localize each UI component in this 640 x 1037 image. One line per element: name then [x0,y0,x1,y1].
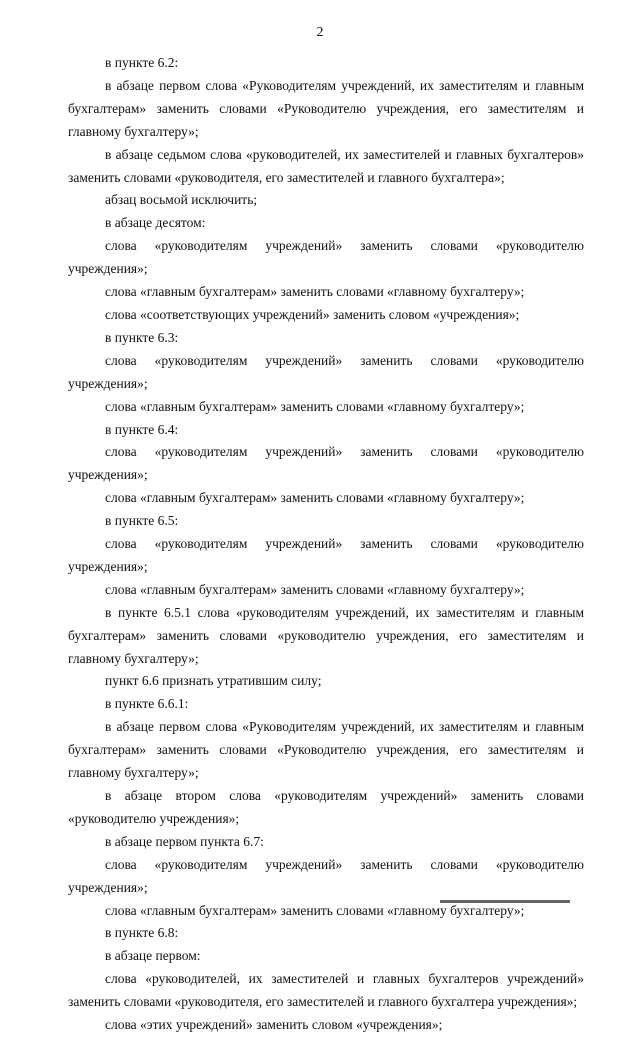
paragraph: в абзаце втором слова «руководителям учреждений» заменить словами «руководителю учреждения»; [68,788,584,826]
paragraph: абзац восьмой исключить; [105,192,258,208]
paragraph: в пункте 6.3: [105,329,179,345]
paragraph: слова «руководителям учреждений» заменить словами «руководителю учреждения»; [68,352,584,391]
paragraph: в абзаце первом пункта 6.7: [105,833,264,849]
paragraph: слова «главным бухгалтерам» заменить словами «главному бухгалтеру»; [105,902,525,918]
paragraph: в пункте 6.4: [105,421,179,437]
paragraph: в пункте 6.8: [105,925,179,941]
page-number: 2 [316,25,324,40]
paragraph: в пункте 6.5.1 слова «руководителям учреждений, их заместителям и главным бухгалтерам» заменить словами «руководителю учреждения, его заместителям и главному бухгалтеру»; [68,604,584,666]
scan-mark [440,900,570,903]
paragraph: слова «главным бухгалтерам» заменить словами «главному бухгалтеру»; [105,490,525,506]
paragraph: в пункте 6.2: [105,55,179,70]
paragraph: слова «главным бухгалтерам» заменить словами «главному бухгалтеру»; [105,398,525,414]
paragraph: в пункте 6.5: [105,513,179,529]
paragraph: слова «соответствующих учреждений» заменить словом «учреждения»; [105,306,520,322]
paragraph: в абзаце первом слова «Руководителям учреждений, их заместителям и главным бухгалтерам» заменить словами «Руководителю учреждения, его заместителям и главному бухгалтеру»; [68,77,584,139]
paragraph: слова «руководителям учреждений» заменить словами «руководителю учреждения»; [68,444,584,483]
paragraph: слова «руководителей, их заместителей и главных бухгалтеров учреждений» заменить словами «руководителя, его заместителей и главного бухгалтера учреждения»; [68,971,584,1010]
paragraph: слова «главным бухгалтерам» заменить словами «главному бухгалтеру»; [105,284,525,300]
paragraph: в абзаце первом слова «Руководителям учреждений, их заместителям и главным бухгалтерам» заменить словами «Руководителю учреждения, его заместителям и главному бухгалтеру»; [68,719,584,781]
paragraph: в пункте 6.6.1: [105,696,189,712]
paragraph: пункт 6.6 признать утратившим силу; [105,673,322,689]
paragraph: в абзаце первом: [105,948,201,964]
paragraph: слова «главным бухгалтерам» заменить словами «главному бухгалтеру»; [105,581,525,597]
paragraph: в абзаце десятом: [105,215,206,231]
paragraph: слова «этих учреждений» заменить словом «учреждения»; [105,1017,443,1033]
paragraph: слова «руководителям учреждений» заменить словами «руководителю учреждения»; [68,536,584,574]
paragraph: слова «руководителям учреждений» заменить словами «руководителю учреждения»; [68,856,584,895]
paragraph: слова «руководителям учреждений» заменить словами «руководителю учреждения»; [68,238,584,277]
paragraph: в абзаце седьмом слова «руководителей, их заместителей и главных бухгалтеров» заменить словами «руководителя, его заместителей и главного бухгалтера»; [68,146,584,185]
document-body [68,52,584,1037]
